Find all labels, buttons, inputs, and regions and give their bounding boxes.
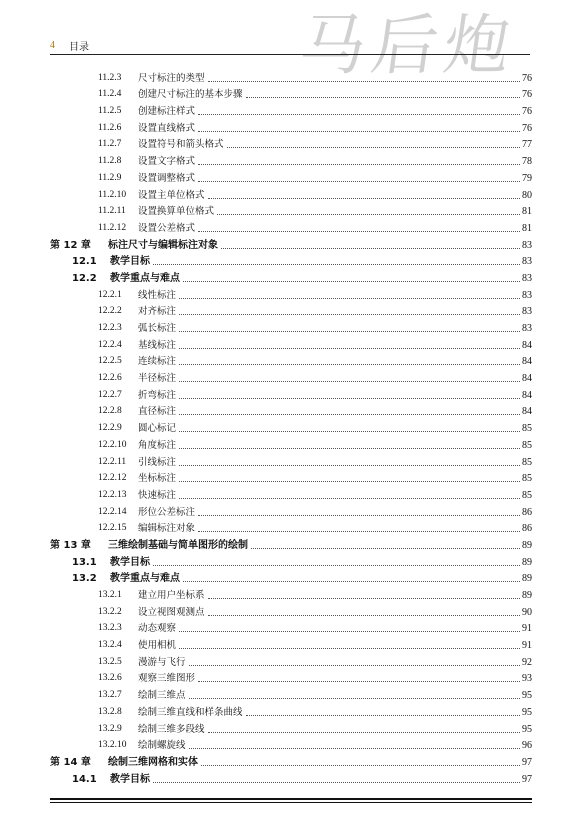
dot-leader	[189, 665, 520, 666]
toc-entry-page: 85	[522, 423, 532, 435]
dot-leader	[198, 131, 520, 132]
footer-rule	[50, 798, 532, 800]
page-title: 目录	[69, 41, 89, 53]
toc-entry-page: 83	[522, 323, 532, 334]
toc-section[interactable]	[50, 769, 532, 786]
toc-entry-number: 13.2.2	[98, 606, 122, 617]
toc-entry-title: 教学目标	[110, 256, 150, 268]
toc-entry-title: 三维绘制基础与简单图形的绘制	[108, 539, 248, 551]
dot-leader	[183, 581, 520, 582]
toc-entry-page: 79	[522, 172, 532, 184]
toc-entry[interactable]	[50, 418, 532, 435]
toc-entry-number: 12.2.13	[98, 489, 127, 500]
toc-entry-title: 直径标注	[138, 406, 177, 418]
toc-entry-page: 96	[522, 740, 532, 752]
toc-entry-title: 折弯标注	[138, 389, 177, 401]
toc-entry-title: 引线标注	[138, 456, 177, 468]
toc-entry[interactable]	[50, 352, 532, 369]
toc-entry-page: 76	[522, 106, 532, 118]
toc-entry[interactable]	[50, 101, 532, 118]
dot-leader	[189, 748, 520, 749]
toc-entry-number: 13.2.6	[98, 673, 122, 684]
toc-entry-number: 13.2.1	[98, 590, 122, 600]
dot-leader	[189, 698, 520, 699]
dot-leader	[179, 631, 520, 632]
dot-leader	[179, 414, 520, 415]
toc-entry-title: 线性标注	[138, 289, 177, 301]
dot-leader	[201, 765, 520, 766]
toc-entry-page: 89	[522, 539, 532, 551]
toc-entry-page: 81	[522, 206, 532, 218]
toc-entry[interactable]	[50, 168, 532, 185]
toc-entry-page: 95	[522, 690, 532, 702]
toc-entry[interactable]	[50, 435, 532, 452]
toc-section[interactable]	[50, 252, 532, 269]
toc-entry[interactable]	[50, 485, 532, 502]
dot-leader	[246, 715, 520, 716]
toc-entry-number: 第 13 章	[50, 539, 91, 551]
dot-leader	[153, 565, 520, 566]
toc-entry[interactable]	[50, 652, 532, 669]
toc-entry-page: 83	[522, 289, 532, 301]
toc-entry-number: 11.2.7	[98, 139, 122, 150]
dot-leader	[198, 164, 520, 165]
toc-entry-title: 标注尺寸与编辑标注对象	[108, 239, 218, 251]
toc-entry-number: 13.2.4	[98, 640, 122, 651]
dot-leader	[179, 348, 520, 349]
toc-entry-number: 12.2.5	[98, 356, 122, 367]
toc-entry-page: 85	[522, 473, 532, 485]
page-header	[50, 36, 530, 54]
toc-entry-number: 12.2.1	[98, 289, 122, 300]
toc-entry-number: 第 12 章	[50, 239, 91, 251]
toc-entry-title: 坐标标注	[138, 473, 177, 485]
toc-entry-title: 动态观察	[138, 623, 177, 635]
toc-entry-page: 84	[522, 389, 532, 401]
toc-entry[interactable]	[50, 302, 532, 319]
toc-entry-title: 弧长标注	[138, 323, 177, 334]
toc-entry-title: 教学目标	[110, 556, 150, 568]
toc-entry-number: 13.2.3	[98, 623, 122, 634]
toc-entry-number: 12.1	[72, 256, 97, 268]
toc-entry-page: 84	[522, 356, 532, 368]
toc-entry-title: 创建尺寸标注的基本步骤	[138, 89, 243, 101]
toc-entry-number: 12.2.11	[98, 456, 127, 467]
toc-entry[interactable]	[50, 502, 532, 519]
dot-leader	[208, 732, 520, 733]
toc-entry-number: 11.2.11	[98, 206, 126, 217]
toc-entry-number: 13.2.7	[98, 690, 122, 701]
toc-entry-page: 90	[522, 606, 532, 618]
dot-leader	[246, 97, 520, 98]
toc-entry-page: 85	[522, 489, 532, 501]
toc-entry-title: 绘制三维多段线	[138, 723, 205, 735]
toc-entry-page: 77	[522, 139, 532, 151]
toc-entry-title: 设置文字格式	[138, 156, 196, 168]
toc-section[interactable]	[50, 552, 532, 569]
toc-entry[interactable]	[50, 736, 532, 753]
toc-entry[interactable]	[50, 368, 532, 385]
toc-entry-title: 教学重点与难点	[110, 272, 180, 284]
toc-entry-number: 12.2.15	[98, 523, 127, 534]
toc-entry-title: 形位公差标注	[138, 506, 196, 518]
page-number: 4	[50, 39, 55, 51]
toc-entry-title: 建立用户坐标系	[138, 590, 205, 601]
toc-entry-title: 设立视图观测点	[138, 606, 205, 618]
toc-entry[interactable]	[50, 635, 532, 652]
toc-entry-title: 设置主单位格式	[138, 189, 205, 201]
dot-leader	[198, 231, 520, 232]
toc-entry-number: 11.2.4	[98, 89, 122, 100]
toc-entry[interactable]	[50, 719, 532, 736]
toc-entry-number: 11.2.6	[98, 122, 122, 133]
dot-leader	[198, 515, 520, 516]
toc-entry-title: 设置直线格式	[138, 122, 196, 134]
toc-section[interactable]	[50, 569, 532, 586]
toc-entry-title: 教学重点与难点	[110, 573, 180, 585]
toc-entry[interactable]	[50, 619, 532, 636]
toc-entry-title: 绘制三维直线和样条曲线	[138, 706, 243, 718]
toc-entry-page: 84	[522, 339, 532, 351]
toc-entry-title: 角度标注	[138, 439, 177, 451]
toc-chapter[interactable]	[50, 752, 532, 769]
toc-entry-number: 12.2.9	[98, 423, 122, 434]
toc-entry-number: 12.2.10	[98, 439, 127, 450]
dot-leader	[179, 431, 520, 432]
toc-entry-page: 95	[522, 706, 532, 718]
toc-entry-page: 85	[522, 456, 532, 468]
toc-entry-number: 11.2.3	[98, 72, 122, 83]
toc-entry[interactable]	[50, 218, 532, 235]
dot-leader	[153, 782, 520, 783]
dot-leader	[179, 381, 520, 382]
toc-entry-page: 93	[522, 673, 532, 685]
toc-entry-title: 尺寸标注的类型	[138, 72, 205, 84]
toc-entry[interactable]	[50, 519, 532, 536]
toc-entry-number: 12.2.14	[98, 506, 127, 517]
toc-entry[interactable]	[50, 385, 532, 402]
toc-entry-title: 创建标注样式	[138, 106, 196, 118]
toc-entry-title: 快速标注	[138, 489, 177, 501]
toc-chapter[interactable]	[50, 235, 532, 252]
toc-entry[interactable]	[50, 685, 532, 702]
toc-entry-number: 12.2	[72, 272, 97, 284]
dot-leader	[179, 298, 520, 299]
dot-leader	[198, 181, 520, 182]
toc-entry-page: 97	[522, 773, 532, 785]
dot-leader	[179, 364, 520, 365]
toc-entry[interactable]	[50, 335, 532, 352]
toc-entry-page: 83	[522, 239, 532, 251]
dot-leader	[221, 248, 520, 249]
header-rule	[50, 54, 530, 55]
toc-entry-page: 89	[522, 556, 532, 568]
dot-leader	[179, 498, 520, 499]
toc-entry[interactable]	[50, 185, 532, 202]
dot-leader	[208, 615, 520, 616]
toc-entry-number: 第 14 章	[50, 756, 91, 768]
dot-leader	[208, 198, 520, 199]
toc-entry-page: 76	[522, 72, 532, 84]
toc-section[interactable]	[50, 268, 532, 285]
toc-entry[interactable]	[50, 68, 532, 85]
toc-entry-page: 80	[522, 189, 532, 201]
toc-entry-title: 绘制三维点	[138, 690, 186, 702]
toc-entry-number: 12.2.3	[98, 323, 122, 333]
dot-leader	[179, 398, 520, 399]
toc-entry-number: 11.2.8	[98, 156, 122, 167]
dot-leader	[179, 465, 520, 466]
toc-entry[interactable]	[50, 402, 532, 419]
toc-entry-page: 85	[522, 439, 532, 451]
watermark: 马后炮	[294, 7, 522, 84]
toc-entry-page: 83	[522, 256, 532, 268]
toc-entry-title: 设置公差格式	[138, 222, 196, 234]
toc-entry-page: 84	[522, 406, 532, 418]
toc-entry-page: 89	[522, 573, 532, 585]
toc-entry-number: 12.2.8	[98, 406, 122, 417]
toc-entry-title: 基线标注	[138, 339, 177, 351]
toc-entry[interactable]	[50, 702, 532, 719]
toc-entry-title: 设置换算单位格式	[138, 206, 215, 218]
toc-entry-title: 编辑标注对象	[138, 523, 196, 535]
toc-entry-title: 绘制螺旋线	[138, 740, 186, 752]
dot-leader	[217, 214, 520, 215]
dot-leader	[208, 81, 520, 82]
toc-entry[interactable]	[50, 118, 532, 135]
toc-entry[interactable]	[50, 202, 532, 219]
toc-entry-number: 12.2.7	[98, 389, 122, 400]
toc-entry[interactable]	[50, 469, 532, 486]
dot-leader	[179, 314, 520, 315]
dot-leader	[153, 264, 520, 265]
toc-entry-title: 观察三维图形	[138, 673, 196, 685]
toc-entry-number: 12.2.4	[98, 339, 122, 350]
toc-entry-title: 圆心标记	[138, 423, 177, 435]
toc-entry-page: 92	[522, 656, 532, 668]
toc-entry[interactable]	[50, 135, 532, 152]
toc-entry-title: 连续标注	[138, 356, 177, 368]
toc-entry-title: 漫游与飞行	[138, 656, 186, 668]
toc-entry-title: 绘制三维网格和实体	[108, 756, 198, 768]
dot-leader	[198, 681, 520, 682]
toc-entry-title: 使用相机	[138, 640, 177, 652]
toc-entry-page: 76	[522, 122, 532, 134]
toc-entry-number: 13.2.8	[98, 706, 122, 717]
toc-entry[interactable]	[50, 669, 532, 686]
dot-leader	[251, 548, 520, 549]
toc-entry-page: 97	[522, 756, 532, 768]
dot-leader	[198, 114, 520, 115]
dot-leader	[179, 481, 520, 482]
toc-chapter[interactable]	[50, 535, 532, 552]
toc-entry-page: 84	[522, 373, 532, 385]
toc-entry-page: 86	[522, 506, 532, 518]
toc-entry-number: 14.1	[72, 773, 97, 785]
toc-entry-page: 95	[522, 723, 532, 735]
toc-entry-number: 12.2.12	[98, 473, 127, 484]
toc-entry-number: 13.1	[72, 556, 97, 568]
toc-entry-number: 13.2.9	[98, 723, 122, 734]
toc-entry-title: 设置符号和箭头格式	[138, 139, 224, 151]
dot-leader	[198, 531, 520, 532]
toc-entry[interactable]	[50, 85, 532, 102]
dot-leader	[227, 147, 520, 148]
toc-entry-title: 教学目标	[110, 773, 150, 785]
toc-entry-number: 13.2.10	[98, 740, 127, 751]
dot-leader	[183, 281, 520, 282]
toc-entry-number: 11.2.12	[98, 222, 127, 233]
toc-entry-page: 83	[522, 272, 532, 284]
dot-leader	[179, 648, 520, 649]
toc-entry-page: 76	[522, 89, 532, 101]
toc-entry[interactable]	[50, 585, 532, 602]
toc-entry-number: 12.2.2	[98, 306, 122, 317]
toc-entry[interactable]	[50, 151, 532, 168]
toc-entry-title: 设置调整格式	[138, 172, 196, 184]
toc-entry-page: 91	[522, 623, 532, 635]
toc-entry-page: 78	[522, 156, 532, 168]
toc-entry-number: 11.2.9	[98, 172, 122, 183]
toc-entry-title: 半径标注	[138, 373, 177, 385]
toc-entry-number: 11.2.10	[98, 189, 127, 200]
dot-leader	[179, 331, 520, 332]
toc-entry-number: 13.2	[72, 573, 97, 585]
dot-leader	[208, 598, 520, 599]
toc-entry-number: 11.2.5	[98, 106, 122, 117]
toc-entry-page: 86	[522, 523, 532, 535]
toc-entry-title: 对齐标注	[138, 306, 177, 318]
table-of-contents	[50, 68, 532, 786]
toc-entry-page: 81	[522, 222, 532, 234]
dot-leader	[179, 448, 520, 449]
toc-entry[interactable]	[50, 602, 532, 619]
toc-entry-number: 12.2.6	[98, 373, 122, 384]
toc-entry-number: 13.2.5	[98, 656, 122, 667]
toc-entry[interactable]	[50, 318, 532, 335]
footer-rule-thin	[50, 802, 532, 803]
toc-entry-page: 89	[522, 590, 532, 601]
toc-entry[interactable]	[50, 452, 532, 469]
toc-entry-page: 91	[522, 640, 532, 652]
toc-entry[interactable]	[50, 285, 532, 302]
toc-entry-page: 83	[522, 306, 532, 318]
